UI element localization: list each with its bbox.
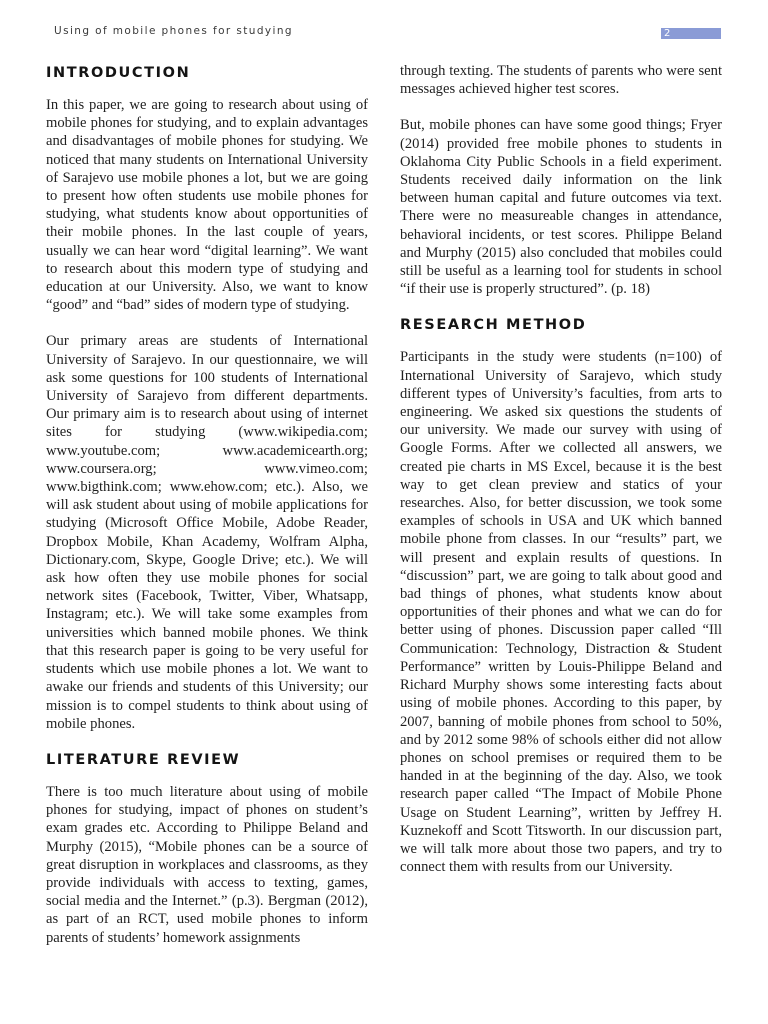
page-number-badge: 2: [661, 28, 721, 39]
research-method-heading: RESEARCH METHOD: [400, 317, 587, 334]
running-header: Using of mobile phones for studying: [54, 25, 293, 37]
right-column: [400, 62, 722, 876]
literature-review-paragraph: There is too much literature about using of mobile phones for studying, impact of phones on student’s exam grades etc. According to Philippe Beland and Murphy (2015), “Mobile phones can be a source of great disruption in workplaces and classrooms, as they provide individuals with access to texting, games, social media and the Internet.” (p.3). Bergman (2012), as part of an RCT, used mobile phones to inform parents of students’ homework assignments: [46, 783, 368, 946]
research-method-paragraph: Participants in the study were students (n=100) of International University of Sarajevo, which study different types of University’s faculties, from arts to engineering. We asked six questions the students of our university. We made our survey with using of Google Forms. After we collected all answers, we created pie charts in MS Excel, because it is the best way to get clean preview and statics of your researches. Also, for better discussion, we took some examples of schools in USA and UK which banned mobile phone from classes. In our “results” part, we will present and explain results of questions. In “discussion” part, we are going to talk about good and bad things of phones, what students know about opportunities of their phones and what we can do for better using of phones. Discussion paper called “Ill Communication: Technology, Distraction & Student Performance” written by Louis-Philippe Beland and Richard Murphy shows some interesting facts about using of mobile phones. According to this paper, by 2007, banning of mobile phones from school to 50%, and by 2012 some 98% of schools either did not allow phones on school premises or required them to be handed in at the beginning of the day. Also, we took research paper called “The Impact of Mobile Phone Usage on Student Learning”, written by Jeffrey H. Kuznekoff and Scott Titsworth. In our discussion part, we will talk more about those two papers, and try to connect them with results from our University.: [400, 349, 722, 876]
literature-review-continued-section: [400, 62, 722, 298]
literature-review-paragraph: through texting. The students of parents who were sent messages achieved higher test scores.: [400, 63, 722, 98]
introduction-paragraph: Our primary areas are students of International University of Sarajevo. In our questionnaire, we will ask some questions for 100 students of International University of Sarajevo from different departments. Our primary aim is to research about using of internet sites for studying (www.wikipedia.com; www.youtube.com; www.academicearth.org; www.coursera.org; www.vimeo.com; www.bigthink.com; www.ehow.com; etc.). Also, we will ask student about using of mobile applications for studying (Microsoft Office Mobile, Adobe Reader, Dropbox Mobile, Khan Academy, Wolfram Alpha, Dictionary.com, Skype, Google Drive; etc.). We will ask how often they use mobile phones for social network sites (Facebook, Twitter, Viber, Whatsapp, Instagram; etc.). We will take some examples from universities which banned mobile phones. We think that this research paper is going to be very useful for students which use mobile phones a lot. We want to awake our friends and students of this University; our mission is to compel students to think about using of mobile phones.: [46, 333, 368, 732]
introduction-paragraph: In this paper, we are going to research about using of mobile phones for studying, and to explain advantages and disadvantages of mobile phones for studying. We noticed that many students on International University of Sarajevo use mobile phones a lot, but we are going to present how often students use mobile phones for studying, what students know about opportunities of their mobile phones. In the last couple of years, usually we can hear word “digital learning”. We want to research about this modern type of studying and education at our University. Also, we want to know “good” and “bad” sides of modern type of studying.: [46, 97, 368, 314]
introduction-heading: INTRODUCTION: [46, 65, 191, 81]
introduction-section: [46, 62, 368, 733]
literature-review-heading: LITERATURE REVIEW: [46, 751, 241, 768]
research-method-section: [400, 314, 722, 876]
literature-review-paragraph: But, mobile phones can have some good things; Fryer (2014) provided free mobile phones to students in Oklahoma City Public Schools in a field experiment. Students received daily information on the link between human capital and future outcomes via text. There were no measureable changes in attendance, behavioral incidents, or test scores. Philippe Beland and Murphy (2015) also concluded that mobiles could still be useful as a learning tool for students in school “if their use is properly structured”. (p. 18): [400, 117, 722, 298]
left-column: [46, 62, 368, 947]
literature-review-section: [46, 749, 368, 947]
